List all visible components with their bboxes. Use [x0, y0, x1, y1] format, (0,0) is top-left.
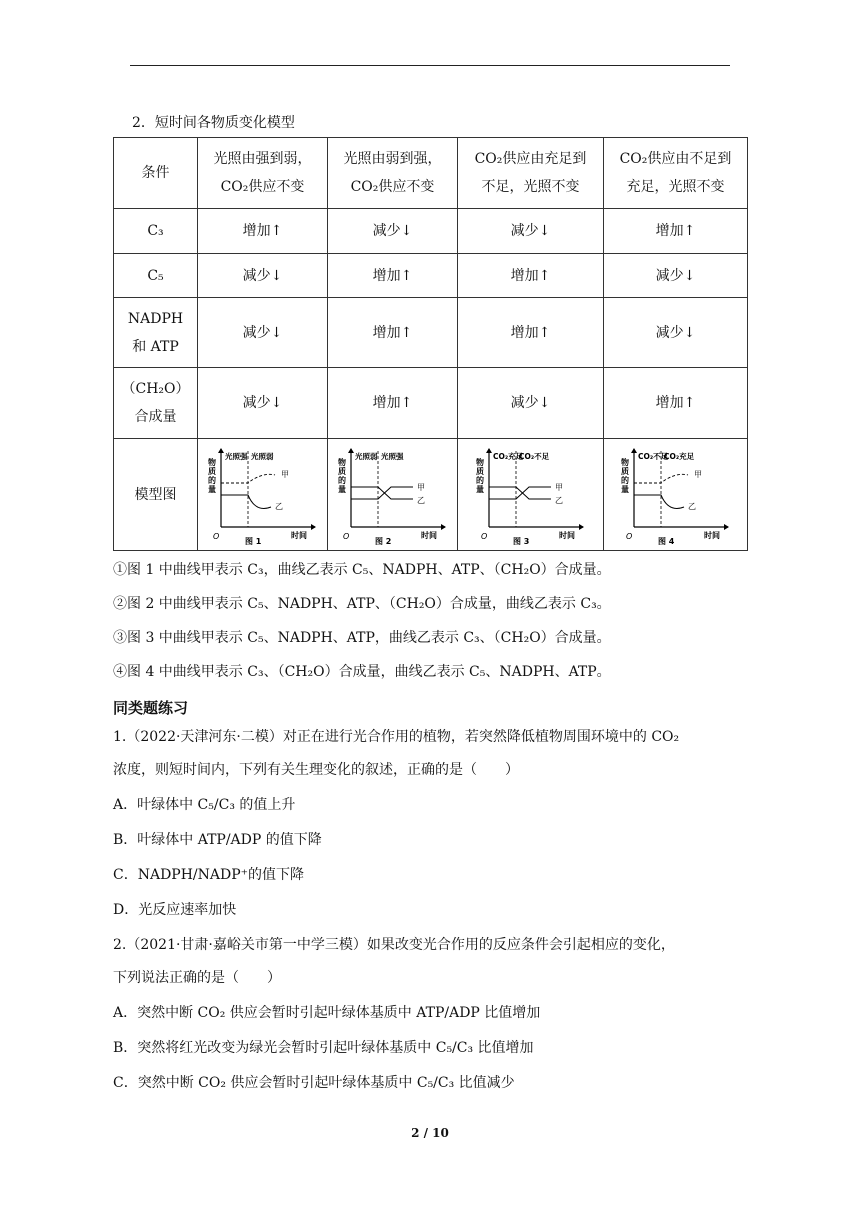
figure-label: 图 2: [374, 536, 391, 545]
table-cell: 增加↑: [328, 254, 458, 298]
table-cell: 增加↑: [604, 368, 748, 439]
table-cell: 减少↓: [458, 368, 604, 439]
y-axis-label: 物质的量: [337, 457, 346, 494]
origin-label: O: [342, 531, 349, 541]
x-axis-label: 时间: [420, 530, 437, 540]
curve-yi: [351, 487, 413, 499]
substance-change-table: [113, 137, 748, 551]
table-cell: 增加↑: [458, 298, 604, 368]
question-1: [113, 727, 753, 935]
right-condition-label: CO₂不足: [518, 451, 549, 461]
curve-yi-label: 乙: [416, 495, 425, 505]
table-cell: 增加↑: [328, 298, 458, 368]
model-graph-cell: [458, 439, 604, 551]
curve-jia-label: 甲: [693, 469, 702, 479]
table-cell: 减少↓: [198, 254, 328, 298]
note-item: ②图 2 中曲线甲表示 C₅、NADPH、ATP、（CH₂O）合成量，曲线乙表示 C₃。: [113, 596, 611, 612]
header-col2: 光照由弱到强， CO₂供应不变: [328, 138, 458, 209]
right-condition-label: 光照弱: [250, 451, 273, 461]
x-axis-arrow: [579, 524, 584, 530]
left-condition-label: 光照弱: [354, 451, 377, 461]
header-col3: CO₂供应由充足到 不足，光照不变: [458, 138, 604, 209]
y-axis-arrow: [218, 448, 224, 453]
table-cell: 减少↓: [198, 298, 328, 368]
question-stem: 1.（2022·天津河东·二模）对正在进行光合作用的植物，若突然降低植物周围环境中的 CO₂: [113, 729, 680, 745]
figure-label: 图 4: [657, 536, 674, 545]
table-cell: 减少↓: [328, 209, 458, 254]
model-graph-1: [203, 445, 323, 545]
model-graph-3: [471, 445, 591, 545]
curve-yi-label: 乙: [554, 495, 563, 505]
origin-label: O: [480, 531, 487, 541]
option-c: C．NADPH/NADP⁺的值下降: [113, 867, 305, 883]
model-graph-cell: [328, 439, 458, 551]
x-axis-label: 时间: [290, 530, 307, 540]
option-a: A．叶绿体中 C₅/C₃ 的值上升: [113, 797, 296, 813]
question-stem: 2.（2021·甘肃·嘉峪关市第一中学三模）如果改变光合作用的反应条件会引起相应的变化，: [113, 937, 675, 953]
option-d: D．光反应速率加快: [113, 902, 237, 918]
table-header-row: [114, 138, 748, 209]
y-axis-label: 物质的量: [475, 457, 484, 494]
curve-jia-label: 甲: [280, 469, 289, 479]
table-cell: 增加↑: [604, 209, 748, 254]
y-axis-arrow: [486, 448, 492, 453]
notes-list: [113, 560, 753, 696]
section-title: 2．短时间各物质变化模型: [132, 115, 295, 131]
table-row-c5: [114, 254, 748, 298]
note-item: ①图 1 中曲线甲表示 C₃，曲线乙表示 C₅、NADPH、ATP、（CH₂O）合成量。: [113, 562, 611, 578]
x-axis-arrow: [724, 524, 729, 530]
table-row-model: [114, 439, 748, 551]
option-c: C．突然中断 CO₂ 供应会暂时引起叶绿体基质中 C₅/C₃ 比值减少: [113, 1075, 515, 1091]
table-cell: 减少↓: [198, 368, 328, 439]
option-b: B．突然将红光改变为绿光会暂时引起叶绿体基质中 C₅/C₃ 比值增加: [113, 1040, 534, 1056]
table-row-ch2o: [114, 368, 748, 439]
row-label: 模型图: [114, 439, 198, 551]
figure-label: 图 1: [244, 536, 261, 545]
curve-jia-label: 甲: [416, 482, 425, 492]
option-a: A．突然中断 CO₂ 供应会暂时引起叶绿体基质中 ATP/ADP 比值增加: [113, 1005, 541, 1021]
model-graph-4: [616, 445, 736, 545]
table-cell: 减少↓: [458, 209, 604, 254]
left-condition-label: 光照强: [224, 451, 247, 461]
question-2: [113, 935, 753, 1108]
curve-yi-label: 乙: [687, 501, 696, 511]
table-cell: 增加↑: [328, 368, 458, 439]
question-stem: 下列说法正确的是（ ）: [113, 970, 281, 986]
table-cell: 减少↓: [604, 254, 748, 298]
x-axis-label: 时间: [558, 530, 575, 540]
curve-yi: [489, 487, 551, 499]
question-stem: 浓度，则短时间内，下列有关生理变化的叙述，正确的是（ ）: [113, 762, 519, 778]
x-axis-label: 时间: [703, 530, 720, 540]
y-axis-label: 物质的量: [207, 457, 216, 494]
row-label: （CH₂O） 合成量: [114, 368, 198, 439]
left-condition-label: CO₂充足: [492, 451, 523, 461]
origin-label: O: [212, 531, 219, 541]
header-rule: [130, 65, 730, 66]
y-axis-arrow: [348, 448, 354, 453]
row-label: C₃: [114, 209, 198, 254]
origin-label: O: [625, 531, 632, 541]
curve-yi-label: 乙: [274, 501, 283, 511]
figure-label: 图 3: [512, 536, 529, 545]
left-condition-label: CO₂不足: [637, 451, 668, 461]
table-row-c3: [114, 209, 748, 254]
model-graph-cell: [604, 439, 748, 551]
practice-title: 同类题练习: [113, 699, 189, 717]
condition-header: 条件: [114, 138, 198, 209]
note-item: ④图 4 中曲线甲表示 C₃、（CH₂O）合成量，曲线乙表示 C₅、NADPH、ATP。: [113, 664, 611, 680]
right-condition-label: CO₂充足: [663, 451, 694, 461]
y-axis-arrow: [631, 448, 637, 453]
table-row-nadph-atp: [114, 298, 748, 368]
curve-jia-label: 甲: [554, 482, 563, 492]
table-cell: 增加↑: [198, 209, 328, 254]
model-graph-2: [333, 445, 453, 545]
model-graph-cell: [198, 439, 328, 551]
header-col4: CO₂供应由不足到 充足，光照不变: [604, 138, 748, 209]
curve-jia: [489, 487, 551, 499]
page-number: 2 / 10: [411, 1126, 449, 1140]
x-axis-arrow: [311, 524, 316, 530]
table-cell: 增加↑: [458, 254, 604, 298]
note-item: ③图 3 中曲线甲表示 C₅、NADPH、ATP，曲线乙表示 C₃、（CH₂O）合成量。: [113, 630, 611, 646]
curve-yi: [634, 495, 684, 509]
row-label: C₅: [114, 254, 198, 298]
row-label: NADPH 和 ATP: [114, 298, 198, 368]
header-col1: 光照由强到弱， CO₂供应不变: [198, 138, 328, 209]
curve-jia: [351, 487, 413, 499]
table-cell: 减少↓: [604, 298, 748, 368]
option-b: B．叶绿体中 ATP/ADP 的值下降: [113, 832, 322, 848]
right-condition-label: 光照强: [380, 451, 403, 461]
y-axis-label: 物质的量: [620, 457, 629, 494]
x-axis-arrow: [441, 524, 446, 530]
curve-yi: [221, 495, 271, 509]
